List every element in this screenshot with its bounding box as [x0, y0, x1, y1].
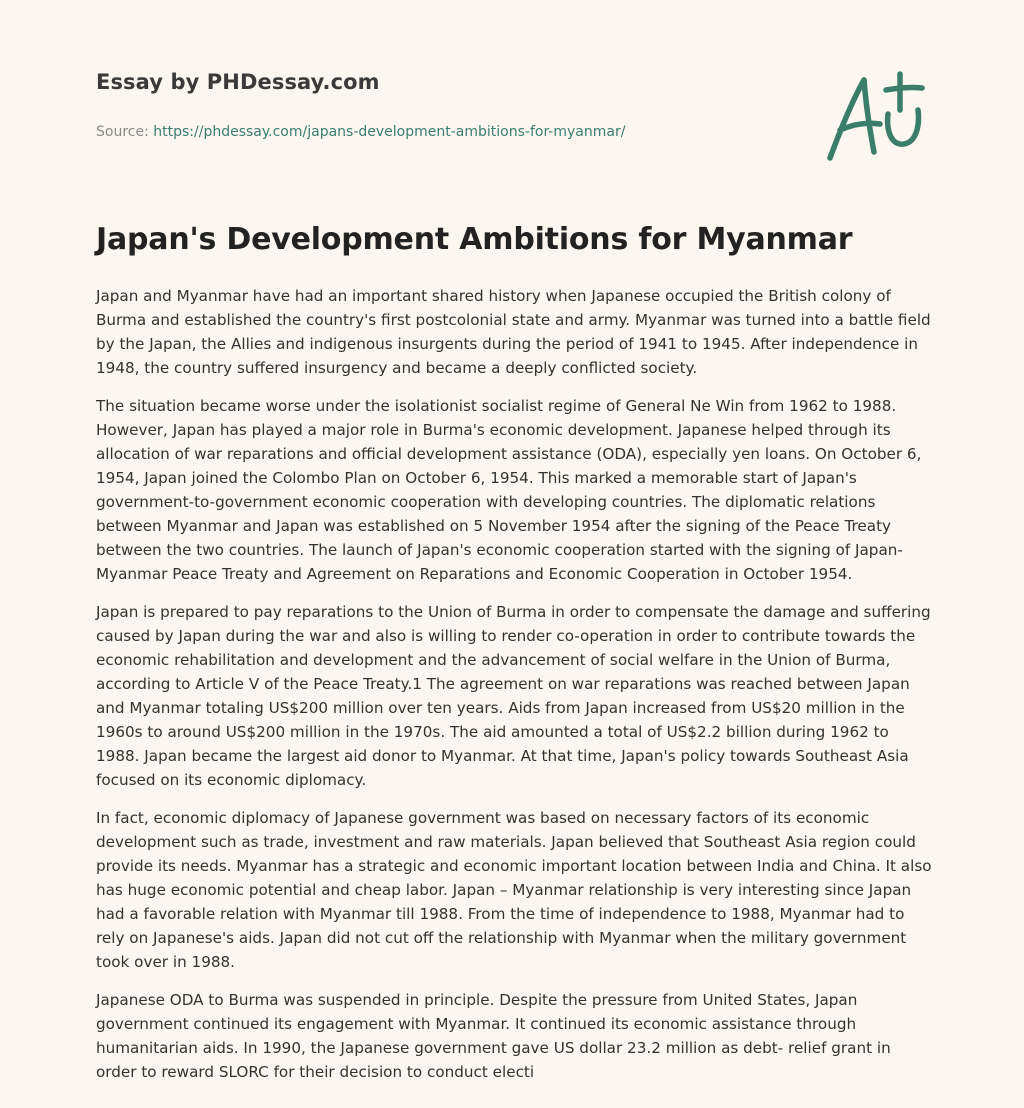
source-label: Source:: [96, 124, 149, 140]
article-paragraph: Japan is prepared to pay reparations to the Union of Burma in order to compensate the damage and suffering caused by Japan during the war and also is willing to render co-operation in order to contribute towards the economic rehabilitation and development and the advancement of social welfare in the Union of Burma, according to Article V of the Peace Treaty.1 The agreement on war reparations was reached between Japan and Myanmar totaling US$200 million over ten years. Aids from Japan increased from US$20 million in the 1960s to around US$200 million in the 1970s. The aid amounted a total of US$2.2 billion during 1962 to 1988. Japan became the largest aid donor to Myanmar. At that time, Japan's policy towards Southeast Asia focused on its economic diplomacy.: [96, 603, 931, 789]
source-line: [96, 124, 625, 140]
article-paragraph: The situation became worse under the isolationist socialist regime of General Ne Win from 1962 to 1988. However, Japan has played a major role in Burma's economic development. Japanese helped through its allocation of war reparations and official development assistance (ODA), especially yen loans. On October 6, 1954, Japan joined the Colombo Plan on October 6, 1954. This marked a memorable start of Japan's government-to-government economic cooperation with developing countries. The diplomatic relations between Myanmar and Japan was established on 5 November 1954 after the signing of the Peace Treaty between the two countries. The launch of Japan's economic cooperation started with the signing of Japan-Myanmar Peace Treaty and Agreement on Reparations and Economic Cooperation in October 1954.: [96, 397, 922, 583]
a-plus-logo-icon: [822, 66, 932, 166]
source-link[interactable]: https://phdessay.com/japans-development-ambitions-for-myanmar/: [153, 124, 626, 140]
brand-title: Essay by PHDessay.com: [96, 70, 380, 94]
article-paragraph: Japan and Myanmar have had an important shared history when Japanese occupied the British colony of Burma and established the country's first postcolonial state and army. Myanmar was turned into a battle field by the Japan, the Allies and indigenous insurgents during the period of 1941 to 1945. After independence in 1948, the country suffered insurgency and became a deeply conflicted society.: [96, 287, 931, 377]
article-title: Japan's Development Ambitions for Myanmar: [96, 222, 853, 257]
article-body: [96, 284, 932, 1098]
article-paragraph: Japanese ODA to Burma was suspended in principle. Despite the pressure from United States, Japan government continued its engagement with Myanmar. It continued its economic assistance through humanitarian aids. In 1990, the Japanese government gave US dollar 23.2 million as debt- relief grant in order to reward SLORC for their decision to conduct electi: [96, 991, 891, 1081]
article-paragraph: In fact, economic diplomacy of Japanese government was based on necessary factors of its economic development such as trade, investment and raw materials. Japan believed that Southeast Asia region could provide its needs. Myanmar has a strategic and economic important location between India and China. It also has huge economic potential and cheap labor. Japan – Myanmar relationship is very interesting since Japan had a favorable relation with Myanmar till 1988. From the time of independence to 1988, Myanmar had to rely on Japanese's aids. Japan did not cut off the relationship with Myanmar when the military government took over in 1988.: [96, 809, 932, 971]
page-header: [96, 70, 916, 140]
